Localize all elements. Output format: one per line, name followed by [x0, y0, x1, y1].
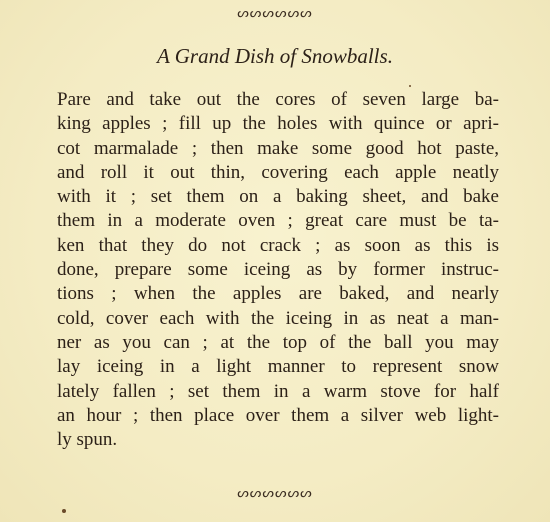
body-line: lay iceing in a light manner to represent snow	[57, 356, 499, 378]
body-line: an hour ; then place over them a silver web light-	[57, 404, 499, 426]
body-line: ner as you can ; at the top of the ball you may	[57, 331, 499, 353]
body-line: with it ; set them on a baking sheet, and bake	[57, 186, 499, 208]
body-line: cold, cover each with the iceing in as neat a man-	[57, 307, 499, 329]
body-line: king apples ; fill up the holes with quince or apri-	[57, 113, 499, 135]
recipe-body	[57, 88, 499, 452]
footer-ornament: ᔕᔕᔕᔕᔕᔕ	[237, 486, 313, 501]
body-line: lately fallen ; set them in a warm stove for half	[57, 380, 499, 402]
body-line: them in a moderate oven ; great care must be ta-	[57, 210, 499, 232]
body-line: ken that they do not crack ; as soon as this is	[57, 234, 499, 256]
header-ornament: ᔕᔕᔕᔕᔕᔕ	[237, 6, 313, 21]
ink-speck	[62, 509, 66, 513]
body-line: and roll it out thin, covering each apple neatly	[57, 161, 499, 183]
body-line: cot marmalade ; then make some good hot paste,	[57, 137, 499, 159]
body-line: tions ; when the apples are baked, and nearly	[57, 283, 499, 305]
recipe-title: A Grand Dish of Snowballs.	[157, 44, 393, 68]
body-line: done, prepare some iceing as by former instruc-	[57, 259, 499, 281]
ink-speck	[409, 85, 411, 87]
body-line: ly spun.	[57, 429, 118, 451]
body-line: Pare and take out the cores of seven large ba-	[57, 89, 499, 110]
